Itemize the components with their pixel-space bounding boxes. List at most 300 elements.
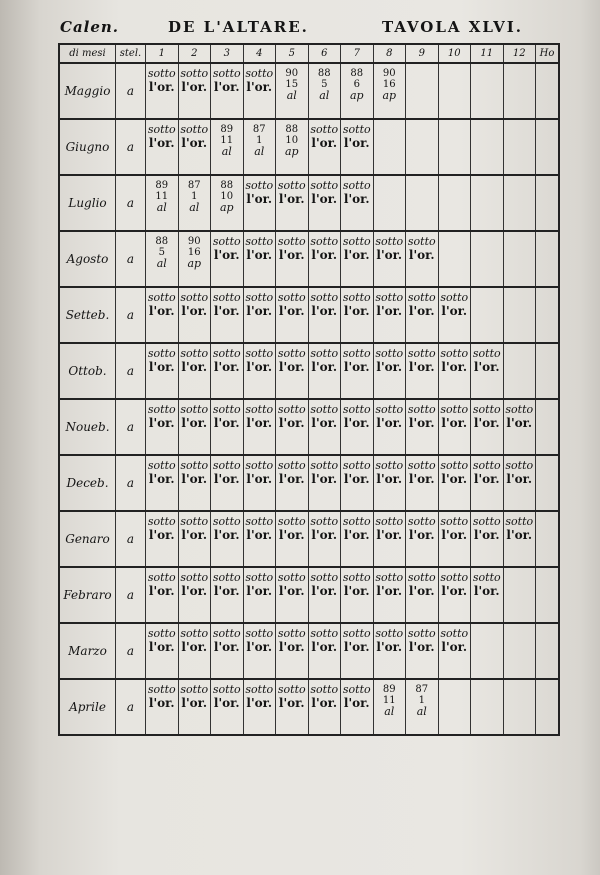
cell-empty	[471, 64, 504, 118]
cell-sotto	[309, 624, 342, 678]
sotto-word: sotto	[310, 347, 339, 360]
month-row	[60, 118, 558, 174]
lor-word: l'or.	[311, 416, 338, 430]
col-header-hour: 3	[211, 45, 244, 62]
col-header-hour: 10	[439, 45, 472, 62]
cell-sotto	[146, 568, 179, 622]
sotto-word: sotto	[375, 459, 404, 472]
cell-sotto	[309, 400, 342, 454]
cell-sotto	[309, 232, 342, 286]
sotto-word: sotto	[407, 291, 436, 304]
altitude-degrees: 90	[382, 68, 396, 79]
cell-sotto	[341, 624, 374, 678]
cell-empty	[406, 176, 439, 230]
cell-altitude	[341, 64, 374, 118]
sotto-word: sotto	[505, 403, 534, 416]
lor-word: l'or.	[278, 584, 305, 598]
calendar-table	[58, 43, 560, 736]
lor-word: l'or.	[311, 640, 338, 654]
sotto-word: sotto	[375, 571, 404, 584]
stel-letter: a	[116, 400, 146, 454]
cell-sotto	[276, 344, 309, 398]
cell-sotto	[374, 400, 407, 454]
lor-word: l'or.	[311, 136, 338, 150]
sotto-word: sotto	[180, 459, 209, 472]
sotto-word: sotto	[147, 571, 176, 584]
lor-word: l'or.	[278, 360, 305, 374]
altitude-minutes: 10	[285, 135, 299, 146]
lor-word: l'or.	[376, 528, 403, 542]
col-header-hour: 2	[179, 45, 212, 62]
stel-letter: a	[116, 120, 146, 174]
lor-word: l'or.	[278, 416, 305, 430]
sotto-word: sotto	[180, 515, 209, 528]
cell-altitude	[374, 64, 407, 118]
altitude-degrees: 89	[220, 124, 234, 135]
cell-sotto	[146, 64, 179, 118]
cell-empty	[504, 680, 537, 734]
sotto-word: sotto	[342, 683, 371, 696]
lor-word: l'or.	[213, 472, 240, 486]
lor-word: l'or.	[148, 584, 175, 598]
cell-sotto	[439, 624, 472, 678]
cell-sotto	[341, 512, 374, 566]
altitude-minutes: 11	[220, 135, 234, 146]
cell-sotto	[179, 344, 212, 398]
cell-ho	[536, 176, 558, 230]
sotto-word: sotto	[375, 403, 404, 416]
cell-sotto	[276, 456, 309, 510]
month-name: Febraro	[60, 568, 116, 622]
cell-sotto	[146, 456, 179, 510]
cell-sotto	[276, 512, 309, 566]
sotto-word: sotto	[342, 179, 371, 192]
month-row	[60, 510, 558, 566]
sotto-word: sotto	[147, 627, 176, 640]
sotto-word: sotto	[440, 459, 469, 472]
col-header-hour: 12	[504, 45, 537, 62]
lor-word: l'or.	[246, 248, 273, 262]
sotto-word: sotto	[277, 459, 306, 472]
cell-empty	[504, 624, 537, 678]
lor-word: l'or.	[213, 696, 240, 710]
altitude-minutes: 16	[382, 79, 396, 90]
cell-empty	[374, 176, 407, 230]
cell-sotto	[341, 288, 374, 342]
sotto-word: sotto	[180, 627, 209, 640]
altitude-side: al	[319, 89, 330, 102]
cell-empty	[439, 176, 472, 230]
cell-sotto	[309, 512, 342, 566]
altitude-degrees: 88	[220, 180, 234, 191]
lor-word: l'or.	[506, 528, 533, 542]
cell-sotto	[309, 456, 342, 510]
lor-word: l'or.	[246, 80, 273, 94]
cell-altitude	[309, 64, 342, 118]
lor-word: l'or.	[473, 416, 500, 430]
cell-sotto	[211, 512, 244, 566]
sotto-word: sotto	[310, 459, 339, 472]
month-name: Agosto	[60, 232, 116, 286]
lor-word: l'or.	[376, 640, 403, 654]
cell-altitude	[244, 120, 277, 174]
month-row	[60, 286, 558, 342]
cell-sotto	[374, 568, 407, 622]
sotto-word: sotto	[407, 571, 436, 584]
lor-word: l'or.	[441, 472, 468, 486]
cell-sotto	[146, 624, 179, 678]
lor-word: l'or.	[343, 584, 370, 598]
altitude-minutes: 10	[220, 191, 234, 202]
cell-sotto	[211, 288, 244, 342]
sotto-word: sotto	[310, 515, 339, 528]
lor-word: l'or.	[311, 192, 338, 206]
cell-sotto	[179, 64, 212, 118]
sotto-word: sotto	[245, 459, 274, 472]
month-name: Aprile	[60, 680, 116, 734]
cell-sotto	[146, 288, 179, 342]
sotto-word: sotto	[212, 515, 241, 528]
cell-sotto	[439, 288, 472, 342]
lor-word: l'or.	[278, 248, 305, 262]
sotto-word: sotto	[245, 403, 274, 416]
lor-word: l'or.	[441, 528, 468, 542]
lor-word: l'or.	[376, 584, 403, 598]
altitude-minutes: 6	[353, 79, 360, 90]
cell-empty	[439, 680, 472, 734]
cell-sotto	[341, 120, 374, 174]
sotto-word: sotto	[440, 571, 469, 584]
sotto-word: sotto	[407, 627, 436, 640]
sotto-word: sotto	[310, 627, 339, 640]
month-name: Maggio	[60, 64, 116, 118]
sotto-word: sotto	[245, 67, 274, 80]
lor-word: l'or.	[148, 696, 175, 710]
sotto-word: sotto	[505, 515, 534, 528]
lor-word: l'or.	[311, 584, 338, 598]
col-header-hour: 9	[406, 45, 439, 62]
lor-word: l'or.	[441, 304, 468, 318]
lor-word: l'or.	[343, 416, 370, 430]
sotto-word: sotto	[277, 571, 306, 584]
lor-word: l'or.	[213, 584, 240, 598]
cell-altitude	[211, 176, 244, 230]
sotto-word: sotto	[180, 683, 209, 696]
col-header-month: di mesi	[60, 45, 116, 62]
cell-sotto	[211, 64, 244, 118]
lor-word: l'or.	[181, 304, 208, 318]
cell-altitude	[276, 64, 309, 118]
lor-word: l'or.	[278, 640, 305, 654]
lor-word: l'or.	[441, 360, 468, 374]
sotto-word: sotto	[472, 347, 501, 360]
cell-ho	[536, 512, 558, 566]
altitude-degrees: 88	[285, 124, 299, 135]
cell-sotto	[341, 568, 374, 622]
cell-sotto	[276, 400, 309, 454]
cell-sotto	[341, 680, 374, 734]
cell-empty	[471, 288, 504, 342]
cell-altitude	[374, 680, 407, 734]
lor-word: l'or.	[408, 640, 435, 654]
lor-word: l'or.	[278, 304, 305, 318]
col-header-hour: 8	[374, 45, 407, 62]
sotto-word: sotto	[277, 347, 306, 360]
month-row	[60, 342, 558, 398]
lor-word: l'or.	[278, 528, 305, 542]
lor-word: l'or.	[473, 472, 500, 486]
cell-sotto	[374, 232, 407, 286]
lor-word: l'or.	[181, 416, 208, 430]
cell-sotto	[179, 120, 212, 174]
month-name: Marzo	[60, 624, 116, 678]
lor-word: l'or.	[246, 584, 273, 598]
sotto-word: sotto	[245, 291, 274, 304]
sotto-word: sotto	[505, 459, 534, 472]
cell-sotto	[211, 456, 244, 510]
cell-sotto	[439, 400, 472, 454]
altitude-degrees: 88	[155, 236, 169, 247]
lor-word: l'or.	[311, 472, 338, 486]
altitude-minutes: 1	[256, 135, 263, 146]
cell-sotto	[504, 456, 537, 510]
cell-empty	[406, 120, 439, 174]
lor-word: l'or.	[343, 640, 370, 654]
lor-word: l'or.	[213, 304, 240, 318]
lor-word: l'or.	[376, 304, 403, 318]
altitude-side: al	[156, 201, 167, 214]
altitude-minutes: 15	[285, 79, 299, 90]
sotto-word: sotto	[277, 515, 306, 528]
lor-word: l'or.	[246, 696, 273, 710]
stel-letter: a	[116, 624, 146, 678]
sotto-word: sotto	[375, 347, 404, 360]
month-name: Giugno	[60, 120, 116, 174]
sotto-word: sotto	[147, 123, 176, 136]
cell-sotto	[471, 568, 504, 622]
lor-word: l'or.	[181, 584, 208, 598]
month-row	[60, 174, 558, 230]
lor-word: l'or.	[181, 136, 208, 150]
lor-word: l'or.	[311, 696, 338, 710]
cell-sotto	[179, 680, 212, 734]
cell-sotto	[146, 120, 179, 174]
sotto-word: sotto	[277, 235, 306, 248]
lor-word: l'or.	[343, 136, 370, 150]
sotto-word: sotto	[277, 683, 306, 696]
cell-ho	[536, 232, 558, 286]
cell-sotto	[439, 344, 472, 398]
sotto-word: sotto	[342, 347, 371, 360]
cell-empty	[406, 64, 439, 118]
lor-word: l'or.	[213, 416, 240, 430]
cell-altitude	[146, 176, 179, 230]
col-header-hour: 5	[276, 45, 309, 62]
lor-word: l'or.	[441, 584, 468, 598]
sotto-word: sotto	[212, 459, 241, 472]
month-name: Setteb.	[60, 288, 116, 342]
month-name: Deceb.	[60, 456, 116, 510]
stel-letter: a	[116, 680, 146, 734]
cell-sotto	[439, 512, 472, 566]
sotto-word: sotto	[342, 235, 371, 248]
cell-sotto	[146, 680, 179, 734]
lor-word: l'or.	[246, 360, 273, 374]
cell-sotto	[309, 176, 342, 230]
stel-letter: a	[116, 456, 146, 510]
month-name: Ottob.	[60, 344, 116, 398]
cell-sotto	[471, 456, 504, 510]
cell-sotto	[179, 624, 212, 678]
lor-word: l'or.	[213, 360, 240, 374]
sotto-word: sotto	[310, 291, 339, 304]
sotto-word: sotto	[147, 291, 176, 304]
sotto-word: sotto	[277, 291, 306, 304]
sotto-word: sotto	[407, 347, 436, 360]
col-header-hour: 4	[244, 45, 277, 62]
cell-ho	[536, 64, 558, 118]
cell-sotto	[309, 680, 342, 734]
sotto-word: sotto	[472, 403, 501, 416]
altitude-side: al	[384, 705, 395, 718]
sotto-word: sotto	[180, 571, 209, 584]
cell-sotto	[146, 512, 179, 566]
lor-word: l'or.	[343, 304, 370, 318]
sotto-word: sotto	[342, 403, 371, 416]
cell-empty	[504, 64, 537, 118]
sotto-word: sotto	[180, 291, 209, 304]
altitude-side: ap	[219, 201, 234, 214]
month-name: Noueb.	[60, 400, 116, 454]
sotto-word: sotto	[342, 291, 371, 304]
lor-word: l'or.	[343, 472, 370, 486]
cell-sotto	[211, 624, 244, 678]
sotto-word: sotto	[245, 235, 274, 248]
sotto-word: sotto	[245, 179, 274, 192]
altitude-degrees: 87	[187, 180, 201, 191]
sotto-word: sotto	[440, 291, 469, 304]
altitude-minutes: 1	[191, 191, 198, 202]
lor-word: l'or.	[408, 248, 435, 262]
cell-altitude	[211, 120, 244, 174]
lor-word: l'or.	[181, 528, 208, 542]
col-header-hour: 1	[146, 45, 179, 62]
lor-word: l'or.	[181, 472, 208, 486]
sotto-word: sotto	[245, 627, 274, 640]
month-row	[60, 230, 558, 286]
sotto-word: sotto	[212, 683, 241, 696]
sotto-word: sotto	[147, 67, 176, 80]
cell-ho	[536, 400, 558, 454]
altitude-minutes: 5	[158, 247, 165, 258]
lor-word: l'or.	[343, 248, 370, 262]
lor-word: l'or.	[311, 248, 338, 262]
stel-letter: a	[116, 176, 146, 230]
running-head-title: DE L'ALTARE.	[168, 18, 309, 36]
altitude-degrees: 90	[285, 68, 299, 79]
altitude-minutes: 16	[187, 247, 201, 258]
cell-empty	[504, 288, 537, 342]
sotto-word: sotto	[212, 291, 241, 304]
cell-altitude	[179, 232, 212, 286]
lor-word: l'or.	[213, 528, 240, 542]
cell-empty	[504, 344, 537, 398]
lor-word: l'or.	[311, 528, 338, 542]
lor-word: l'or.	[311, 360, 338, 374]
cell-sotto	[179, 456, 212, 510]
cell-empty	[471, 232, 504, 286]
cell-sotto	[406, 400, 439, 454]
cell-sotto	[244, 64, 277, 118]
sotto-word: sotto	[245, 347, 274, 360]
cell-altitude	[276, 120, 309, 174]
sotto-word: sotto	[375, 291, 404, 304]
cell-sotto	[471, 512, 504, 566]
sotto-word: sotto	[407, 515, 436, 528]
sotto-word: sotto	[310, 683, 339, 696]
lor-word: l'or.	[506, 416, 533, 430]
cell-sotto	[244, 288, 277, 342]
cell-sotto	[439, 456, 472, 510]
lor-word: l'or.	[506, 472, 533, 486]
sotto-word: sotto	[212, 627, 241, 640]
cell-sotto	[179, 512, 212, 566]
cell-sotto	[406, 288, 439, 342]
cell-sotto	[244, 176, 277, 230]
cell-empty	[439, 232, 472, 286]
sotto-word: sotto	[342, 123, 371, 136]
lor-word: l'or.	[181, 360, 208, 374]
sotto-word: sotto	[212, 403, 241, 416]
lor-word: l'or.	[278, 192, 305, 206]
cell-empty	[439, 64, 472, 118]
cell-sotto	[244, 232, 277, 286]
sotto-word: sotto	[342, 515, 371, 528]
cell-ho	[536, 624, 558, 678]
cell-sotto	[276, 680, 309, 734]
cell-sotto	[244, 568, 277, 622]
month-row	[60, 622, 558, 678]
lor-word: l'or.	[246, 472, 273, 486]
lor-word: l'or.	[473, 584, 500, 598]
stel-letter: a	[116, 288, 146, 342]
cell-sotto	[341, 232, 374, 286]
cell-sotto	[406, 624, 439, 678]
lor-word: l'or.	[311, 304, 338, 318]
cell-empty	[504, 232, 537, 286]
sotto-word: sotto	[375, 515, 404, 528]
lor-word: l'or.	[376, 360, 403, 374]
cell-sotto	[341, 344, 374, 398]
cell-empty	[374, 120, 407, 174]
cell-sotto	[504, 400, 537, 454]
altitude-minutes: 1	[418, 695, 425, 706]
sotto-word: sotto	[277, 179, 306, 192]
cell-empty	[439, 120, 472, 174]
cell-empty	[471, 624, 504, 678]
sotto-word: sotto	[147, 347, 176, 360]
cell-sotto	[146, 400, 179, 454]
cell-sotto	[309, 568, 342, 622]
sotto-word: sotto	[310, 403, 339, 416]
lor-word: l'or.	[148, 360, 175, 374]
col-header-hour: 11	[471, 45, 504, 62]
cell-sotto	[374, 456, 407, 510]
sotto-word: sotto	[180, 347, 209, 360]
altitude-side: al	[286, 89, 297, 102]
lor-word: l'or.	[441, 640, 468, 654]
altitude-side: ap	[187, 257, 202, 270]
